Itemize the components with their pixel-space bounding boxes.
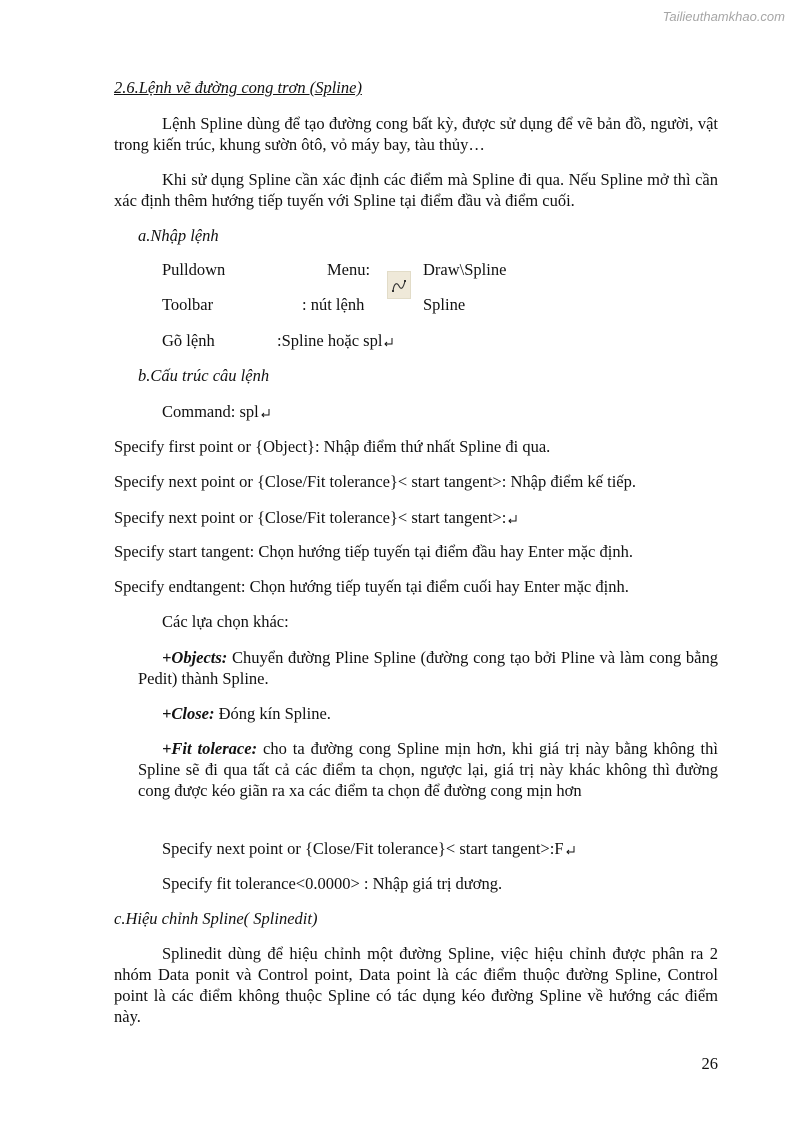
menu-value: Draw\Spline: [423, 260, 507, 279]
page-number: 26: [701, 1054, 718, 1073]
toolbar-value: Spline: [423, 295, 466, 314]
options-intro: Các lựa chọn khác:: [162, 612, 289, 631]
enter-icon: [260, 408, 270, 418]
fit-prompt-text: Specify next point or {Close/Fit tolerance}< start tangent>:F: [162, 839, 564, 858]
subheading-b: b.Cấu trúc câu lệnh: [138, 366, 270, 385]
enter-icon: [383, 337, 393, 347]
option-close-text: Đóng kín Spline.: [214, 704, 331, 723]
intro-paragraph-2: Khi sử dụng Spline cần xác định các điểm mà Spline đi qua. Nếu Spline mở thì cần xác định thêm hướng tiếp tuyến với Spline tại điểm đầu và điểm cuối.: [114, 170, 718, 210]
enter-icon: [565, 845, 575, 855]
option-fit: [138, 738, 718, 801]
type-value: :Spline hoặc spl: [277, 331, 383, 350]
watermark: Tailieuthamkhao.com: [662, 9, 785, 24]
toolbar-label: Toolbar: [162, 295, 214, 314]
prompt-line: Specify endtangent: Chọn hướng tiếp tuyến tại điểm cuối hay Enter mặc định.: [114, 577, 629, 596]
option-fit-label: +Fit tolerace:: [162, 739, 258, 758]
prompt-text: Specify next point or {Close/Fit tolerance}< start tangent>:: [114, 508, 507, 527]
option-fit-text: cho ta đường cong Spline mịn hơn, khi giá trị này bằng không thì Spline sẽ đi qua tất cả các điểm ta chọn, ngược lại, giá trị này khác không thì đường cong được kéo giãn ra xa các điểm ta chọn để đường cong mịn hơn: [138, 739, 718, 800]
spline-tool-icon: [387, 271, 411, 299]
toolbar-mid: : nút lệnh: [302, 295, 365, 314]
subheading-a: a.Nhập lệnh: [138, 226, 219, 245]
option-close-label: +Close:: [162, 704, 215, 723]
prompt-line-enter: [114, 507, 517, 528]
prompt-line: Specify start tangent: Chọn hướng tiếp tuyến tại điểm đầu hay Enter mặc định.: [114, 542, 633, 561]
splinedit-paragraph: Splinedit dùng để hiệu chỉnh một đường Spline, việc hiệu chỉnh được phân ra 2 nhóm Data ponit và Control point, Data point là các điểm thuộc đường Spline, Control point là các điểm không thuộc Spline có tác dụng kéo đường Spline về hướng các điểm này.: [114, 944, 718, 1026]
enter-icon: [507, 514, 517, 524]
subheading-c: c.Hiệu chỉnh Spline( Splinedit): [114, 909, 318, 928]
intro-paragraph-1: Lệnh Spline dùng để tạo đường cong bất kỳ, được sử dụng để vẽ bản đồ, người, vật trong kiến trúc, khung sườn ôtô, vỏ máy bay, tàu thủy…: [114, 114, 718, 154]
prompt-line: Specify next point or {Close/Fit tolerance}< start tangent>: Nhập điểm kế tiếp.: [114, 472, 636, 491]
option-objects: [138, 647, 718, 689]
prompt-line: Specify first point or {Object}: Nhập điểm thứ nhất Spline đi qua.: [114, 437, 551, 456]
option-close: [162, 703, 331, 724]
option-objects-text: Chuyển đường Pline Spline (đường cong tạo bởi Pline và làm cong bằng Pedit) thành Spline.: [138, 648, 718, 688]
fit-tolerance-prompt: Specify fit tolerance<0.0000> : Nhập giá trị dương.: [162, 874, 503, 893]
command-line: [162, 401, 270, 422]
pulldown-label: Pulldown: [162, 260, 226, 279]
menu-label: Menu:: [327, 260, 371, 279]
section-heading: 2.6.Lệnh vẽ đường cong trơn (Spline): [114, 78, 362, 97]
option-objects-label: +Objects:: [162, 648, 228, 667]
type-command: [277, 330, 393, 351]
fit-prompt: [162, 838, 575, 859]
type-label: Gõ lệnh: [162, 331, 215, 350]
command-text: Command: spl: [162, 402, 259, 421]
